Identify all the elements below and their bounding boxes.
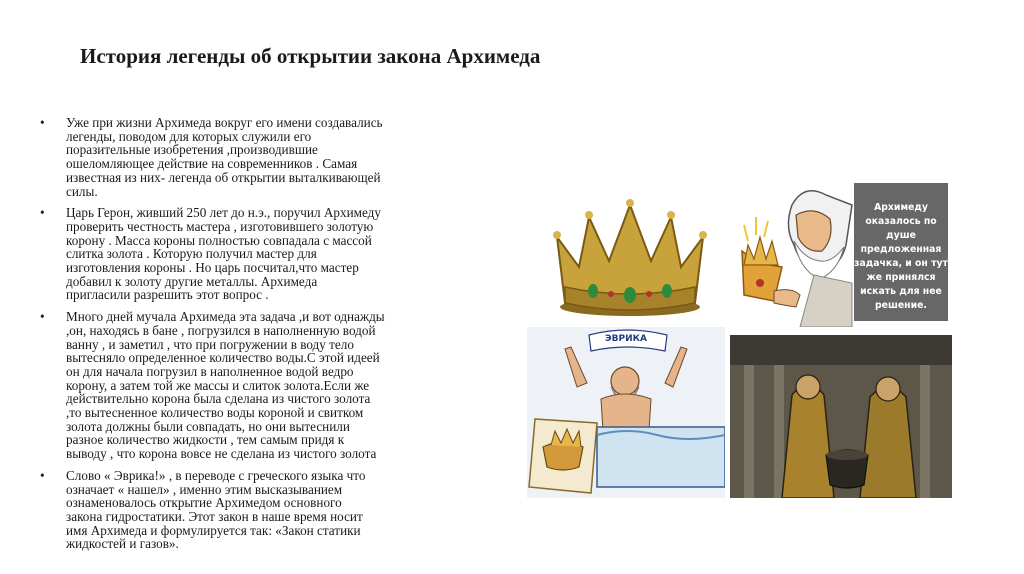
bullet-line: разное количество жидкости , тем самым придя к: [66, 432, 345, 448]
bullet-line: известная из них- легенда об открытии выталкивающей: [66, 169, 381, 185]
bullet-line: означает « нашел» , именно этим высказыванием: [66, 481, 343, 497]
bullet-item: [40, 116, 482, 198]
bullet-line: действительно корона была сделана из чистого золота: [66, 391, 371, 407]
bullet-line: ознаменовалось открытие Архимедом основного: [66, 495, 342, 511]
bullet-dot: •: [40, 309, 45, 325]
bullet-line: добавил к золоту другие металлы. Архимеда: [66, 273, 318, 289]
eureka-bath-icon: [527, 327, 725, 498]
bullet-line: легенды, поводом для которых служили его: [66, 128, 312, 144]
bullet-line: ,то вытесненное количество воды короной и свитком: [66, 405, 364, 421]
bullet-line: слитка золота . Которую получил мастер для: [66, 246, 317, 262]
illustration-collage: [527, 175, 952, 498]
bullet-line: Много дней мучала Архимеда эта задача ,и вот однажды: [66, 309, 385, 325]
slide-title: История легенды об открытии закона Архимеда: [80, 44, 541, 68]
bullet-line: поразительные изобретения ,производившие: [66, 142, 318, 158]
bullet-line: закона гидростатики. Этот закон в наше время носит: [66, 508, 363, 524]
caption-line: душе: [886, 230, 916, 241]
bullet-item: [40, 206, 482, 302]
bullet-line: Слово « Эврика!» , в переводе с греческого языка что: [66, 467, 366, 483]
bullet-line: жидкостей и газов».: [66, 536, 179, 552]
caption-line: решение.: [875, 300, 927, 311]
bullet-line: пригласили разрешить этот вопрос .: [66, 287, 269, 303]
scene-panel: [730, 335, 952, 498]
caption-line: предложенная: [860, 244, 942, 255]
eureka-panel: [527, 327, 725, 498]
bullet-line: вытесняло определенное количество воды.С этой идеей: [66, 350, 380, 366]
two-figures-scene-icon: [730, 335, 952, 498]
bullet-line: проверить честность мастера , изготовившего золотую: [66, 218, 374, 234]
caption-box: [854, 183, 948, 321]
bullet-line: золота должны были совпадать, но они вытеснили: [66, 418, 350, 434]
bullet-line: он для начала погрузил в наполненное водой ведро: [66, 363, 354, 379]
bullet-dot: •: [40, 115, 45, 130]
bullet-line: ошеломляющее действие на современников . Самая: [66, 156, 358, 172]
bullet-line: имя Архимеда и формулируется так: «Закон статики: [66, 522, 361, 538]
eureka-label: ЭВРИКА: [605, 334, 647, 344]
bullet-dot: •: [40, 205, 45, 221]
bullet-line: изготовления короны . Но царь посчитал,что мастер: [66, 260, 359, 276]
archimedes-caption: [854, 201, 948, 313]
bullet-line: силы.: [66, 183, 98, 199]
archimedes-panel: [734, 175, 952, 327]
bullet-line: выводу , что корона вовсе не сделана из чистого золота: [66, 446, 377, 462]
crown-icon: [527, 175, 734, 327]
bullet-item: [40, 310, 482, 461]
caption-line: задачка, и он тут: [854, 258, 948, 269]
caption-line: Архимеду: [874, 202, 928, 213]
bullet-dot: •: [40, 467, 45, 483]
bullet-line: Царь Герон, живший 250 лет до н.э., поручил Архимеду: [66, 205, 381, 221]
bullet-line: корону . Масса короны полностью совпадала с массой: [66, 232, 372, 248]
bullet-item: [40, 469, 482, 551]
caption-line: оказалось по: [865, 216, 937, 227]
crown-panel: [527, 175, 734, 327]
caption-line: же принялся: [866, 272, 936, 283]
bullet-line: Уже при жизни Архимеда вокруг его имени создавались: [66, 115, 383, 130]
bullet-line: корону, а затем той же массы и слиток золота.Если же: [66, 377, 370, 393]
caption-line: искать для нее: [860, 286, 942, 297]
archimedes-portrait-icon: [734, 175, 854, 327]
bullet-line: ,он, находясь в бане , погрузился в наполненную водой: [66, 322, 376, 338]
bullet-line: ванну , и заметил , что при погружении в воду тело: [66, 336, 354, 352]
bullet-list: [40, 116, 482, 559]
